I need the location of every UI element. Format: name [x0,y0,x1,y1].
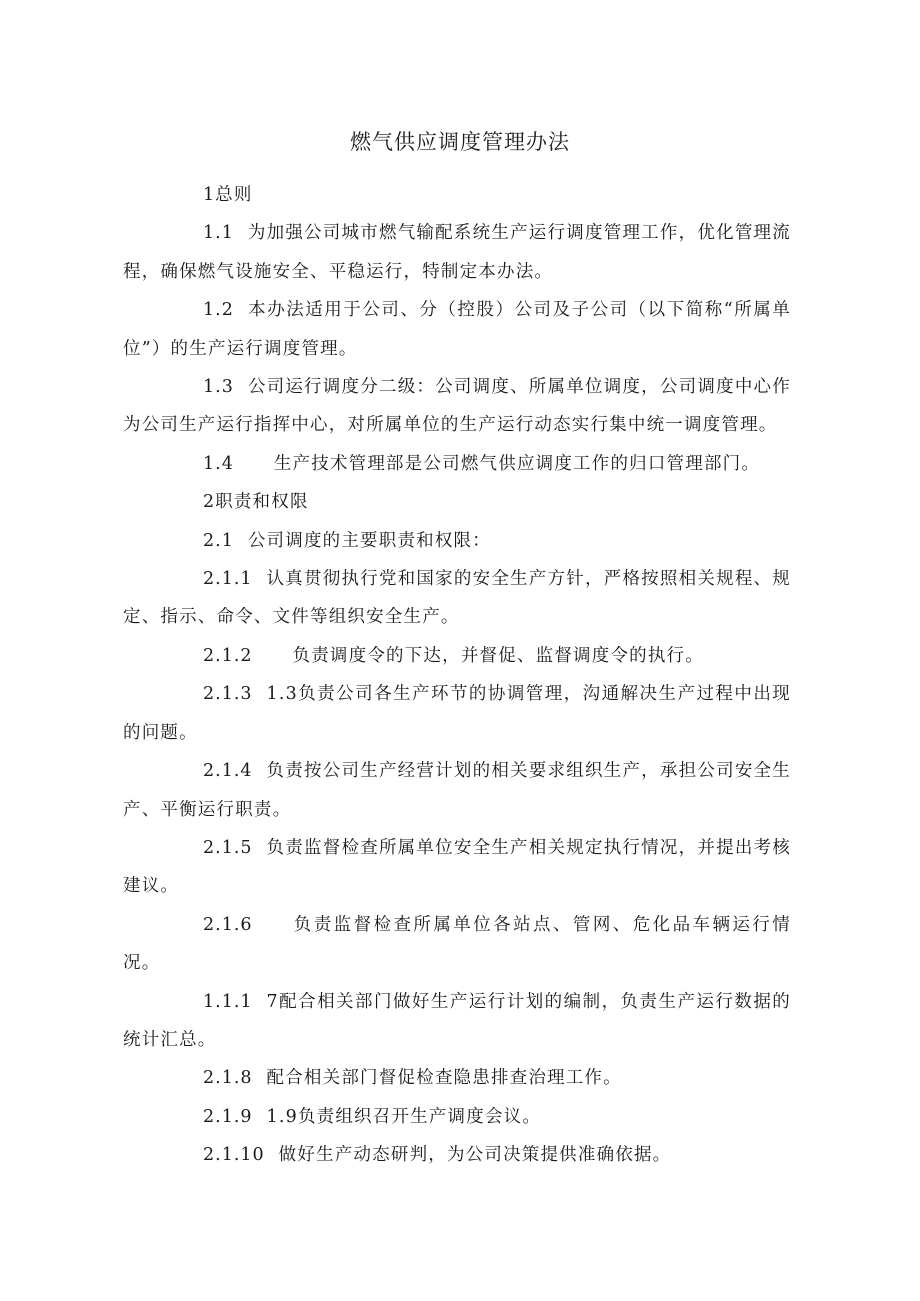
clause-text: 负责监督检查所属单位各站点、管网、危化品车辆运行情况。 [123,914,791,974]
clause-number: 2.1.1 [203,569,253,590]
clause-number: 1 [203,185,216,205]
document-title: 燃气供应调度管理办法 [350,130,570,154]
clause-text: 7配合相关部门做好生产运行计划的编制，负责生产运行数据的统计汇总。 [123,991,791,1050]
paragraph [123,829,791,906]
clause-text: 负责按公司生产经营计划的相关要求组织生产，承担公司安全生产、平衡运行职责。 [123,761,791,820]
clause-number: 2.1.4 [203,761,253,782]
clause-number: 1.2 [203,300,234,321]
paragraph [123,1136,791,1174]
clause-text: 1.3负责公司各生产环节的协调管理，沟通解决生产过程中出现的问题。 [123,684,791,743]
clause-number: 1.3 [203,377,234,398]
clause-text: 为加强公司城市燃气输配系统生产运行调度管理工作，优化管理流程，确保燃气设施安全、平稳运行，特制定本办法。 [123,223,791,282]
paragraph [123,522,791,560]
paragraph [123,983,791,1060]
clause-text: 1.9负责组织召开生产调度会议。 [266,1106,542,1127]
clause-text: 总则 [215,185,253,205]
document-body [123,176,791,1175]
paragraph [123,176,791,214]
clause-number: 1.1 [203,223,234,244]
clause-text: 公司运行调度分二级：公司调度、所属单位调度，公司调度中心作为公司生产运行指挥中心，对所属单位的生产运行动态实行集中统一调度管理。 [123,377,791,436]
clause-number: 2.1.6 [203,914,253,935]
clause-number: 2.1.5 [203,837,253,858]
clause-text: 配合相关部门督促检查隐患排查治理工作。 [266,1068,622,1089]
clause-number: 2.1.3 [203,684,253,705]
clause-number: 2 [203,492,216,513]
clause-text: 职责和权限 [215,492,309,513]
paragraph [123,368,791,445]
clause-number: 2.1 [203,530,234,551]
paragraph [123,291,791,368]
clause-text: 负责监督检查所属单位安全生产相关规定执行情况，并提出考核建议。 [123,837,791,897]
clause-text: 本办法适用于公司、分（控股）公司及子公司（以下简称“所属单位”）的生产运行调度管理。 [123,300,791,359]
paragraph [123,752,791,829]
paragraph [123,214,791,291]
clause-text: 公司调度的主要职责和权限： [247,530,491,551]
paragraph [123,445,791,483]
section-heading [123,483,791,521]
clause-number: 1.4 [203,453,234,474]
clause-number: 2.1.2 [203,645,253,666]
paragraph [123,1098,791,1136]
clause-number: 2.1.10 [203,1145,265,1166]
clause-text: 做好生产动态研判，为公司决策提供准确依据。 [278,1145,672,1166]
paragraph [123,1059,791,1097]
clause-number: 2.1.9 [203,1106,253,1127]
clause-number: 1.1.1 [203,991,253,1012]
paragraph [123,560,791,637]
clause-text: 生产技术管理部是公司燃气供应调度工作的归口管理部门。 [273,453,761,474]
clause-text: 负责调度令的下达，并督促、监督调度令的执行。 [292,645,704,666]
paragraph [123,675,791,752]
clause-text: 认真贯彻执行党和国家的安全生产方针，严格按照相关规程、规定、指示、命令、文件等组织安全生产。 [123,569,791,628]
paragraph [123,637,791,675]
paragraph [123,906,791,983]
clause-number: 2.1.8 [203,1068,253,1089]
